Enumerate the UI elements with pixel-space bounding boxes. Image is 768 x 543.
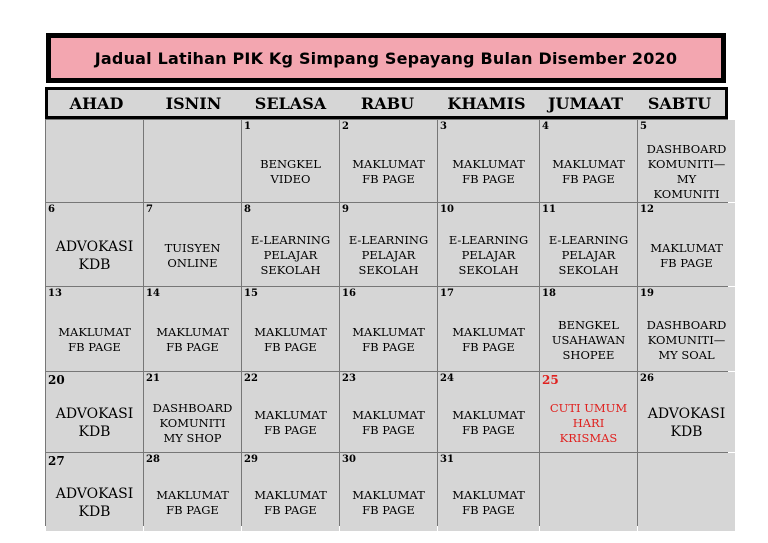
event-label: MAKLUMAT FB PAGE: [452, 488, 525, 517]
day-number: 4: [542, 121, 549, 132]
weekday-header: [45, 87, 728, 119]
day-number: 10: [440, 204, 454, 215]
calendar-day-cell: [540, 120, 637, 202]
calendar-day-cell: [638, 453, 735, 531]
calendar-day-cell: [144, 203, 241, 286]
calendar-day-cell: [540, 203, 637, 286]
event-label: MAKLUMAT FB PAGE: [352, 325, 425, 354]
calendar-day-cell: [340, 287, 437, 371]
event-label: MAKLUMAT FB PAGE: [156, 488, 229, 517]
day-number: 6: [48, 204, 55, 215]
event-label: ADVOKASI KDB: [55, 406, 134, 440]
calendar-day-cell: [638, 203, 735, 286]
event-label: MAKLUMAT FB PAGE: [552, 157, 625, 186]
page-title: Jadual Latihan PIK Kg Simpang Sepayang Bulan Disember 2020: [51, 38, 721, 78]
day-number: 26: [640, 373, 654, 384]
day-number: 24: [440, 373, 454, 384]
day-number: 16: [342, 288, 356, 299]
calendar-day-cell: [46, 287, 143, 371]
event-label: MAKLUMAT FB PAGE: [254, 408, 327, 437]
holiday-label: CUTI UMUM HARI KRISMAS: [549, 400, 628, 445]
calendar-day-cell: [638, 287, 735, 371]
calendar-day-cell: [242, 372, 339, 452]
event-label: TUISYEN ONLINE: [164, 240, 221, 270]
event-label: BENGKEL USAHAWAN SHOPEE: [551, 317, 626, 362]
day-number: 31: [440, 454, 454, 465]
day-number: 28: [146, 454, 160, 465]
calendar-day-cell: [46, 453, 143, 531]
day-number: 20: [48, 373, 65, 387]
event-label: E-LEARNING PELAJAR SEKOLAH: [548, 233, 629, 277]
weekday-label-jumaat: JUMAAT: [547, 93, 624, 113]
event-label: ADVOKASI KDB: [55, 238, 134, 273]
day-number: 13: [48, 288, 62, 299]
day-number: 5: [640, 121, 647, 132]
event-label: MAKLUMAT FB PAGE: [352, 488, 425, 517]
calendar-day-cell: [340, 120, 437, 202]
event-label: E-LEARNING PELAJAR SEKOLAH: [250, 233, 331, 277]
day-number: 8: [244, 204, 251, 215]
event-label: MAKLUMAT FB PAGE: [452, 325, 525, 354]
day-number: 14: [146, 288, 160, 299]
calendar-day-cell: [144, 453, 241, 531]
day-number: 11: [542, 204, 556, 215]
calendar-day-cell: [242, 453, 339, 531]
day-number: 25: [542, 373, 559, 387]
calendar-day-cell: [144, 372, 241, 452]
event-label: E-LEARNING PELAJAR SEKOLAH: [348, 233, 429, 277]
day-number: 7: [146, 204, 153, 215]
calendar-day-cell: [438, 372, 539, 452]
calendar-day-cell: [242, 287, 339, 371]
calendar-day-cell: [144, 287, 241, 371]
calendar-day-cell: [242, 203, 339, 286]
event-label: E-LEARNING PELAJAR SEKOLAH: [448, 233, 529, 277]
day-number: 9: [342, 204, 349, 215]
weekday-label-rabu: RABU: [360, 93, 415, 113]
calendar-day-cell: [638, 120, 735, 202]
calendar-day-cell: [540, 287, 637, 371]
calendar-day-cell: [540, 372, 637, 452]
event-label: MAKLUMAT FB PAGE: [452, 157, 525, 186]
calendar-day-cell: [340, 372, 437, 452]
calendar-day-cell: [438, 203, 539, 286]
day-number: 19: [640, 288, 654, 299]
calendar-day-cell: [340, 203, 437, 286]
event-label: DASHBOARD KOMUNITI— MY KOMUNITI: [646, 142, 727, 201]
calendar-day-cell: [638, 372, 735, 452]
event-label: MAKLUMAT FB PAGE: [156, 325, 229, 354]
calendar-day-cell: [46, 372, 143, 452]
weekday-label-khamis: KHAMIS: [447, 93, 526, 113]
calendar-day-cell: [540, 453, 637, 531]
event-label: MAKLUMAT FB PAGE: [452, 408, 525, 437]
calendar-day-cell: [438, 120, 539, 202]
day-number: 3: [440, 121, 447, 132]
day-number: 17: [440, 288, 454, 299]
event-label: MAKLUMAT FB PAGE: [254, 488, 327, 517]
calendar-day-cell: [46, 203, 143, 286]
calendar-day-cell: [144, 120, 241, 202]
day-number: 2: [342, 121, 349, 132]
calendar-day-cell: [340, 453, 437, 531]
day-number: 18: [542, 288, 556, 299]
day-number: 29: [244, 454, 258, 465]
weekday-header-row: [48, 90, 725, 116]
calendar-day-cell: [438, 453, 539, 531]
event-label: DASHBOARD KOMUNITI MY SHOP: [152, 400, 233, 445]
day-number: 1: [244, 121, 251, 132]
weekday-label-sabtu: SABTU: [647, 93, 712, 113]
day-number: 15: [244, 288, 258, 299]
event-label: DASHBOARD KOMUNITI— MY SOAL: [646, 317, 727, 362]
weekday-label-ahad: AHAD: [69, 93, 124, 113]
event-label: ADVOKASI KDB: [55, 486, 134, 520]
event-label: MAKLUMAT FB PAGE: [352, 408, 425, 437]
event-label: MAKLUMAT FB PAGE: [650, 240, 723, 270]
day-number: 23: [342, 373, 356, 384]
weekday-label-isnin: ISNIN: [165, 93, 222, 113]
day-number: 12: [640, 204, 654, 215]
title-banner: [46, 33, 726, 83]
day-number: 22: [244, 373, 258, 384]
calendar-grid: [45, 119, 728, 526]
calendar-day-cell: [242, 120, 339, 202]
event-label: MAKLUMAT FB PAGE: [352, 157, 425, 186]
event-label: MAKLUMAT FB PAGE: [254, 325, 327, 354]
event-label: BENGKEL VIDEO: [260, 157, 321, 186]
event-label: MAKLUMAT FB PAGE: [58, 325, 131, 354]
calendar-day-cell: [438, 287, 539, 371]
event-label: ADVOKASI KDB: [647, 406, 726, 440]
day-number: 30: [342, 454, 356, 465]
day-number: 21: [146, 373, 160, 384]
weekday-label-selasa: SELASA: [254, 93, 327, 113]
calendar-day-cell: [46, 120, 143, 202]
day-number: 27: [48, 454, 65, 468]
